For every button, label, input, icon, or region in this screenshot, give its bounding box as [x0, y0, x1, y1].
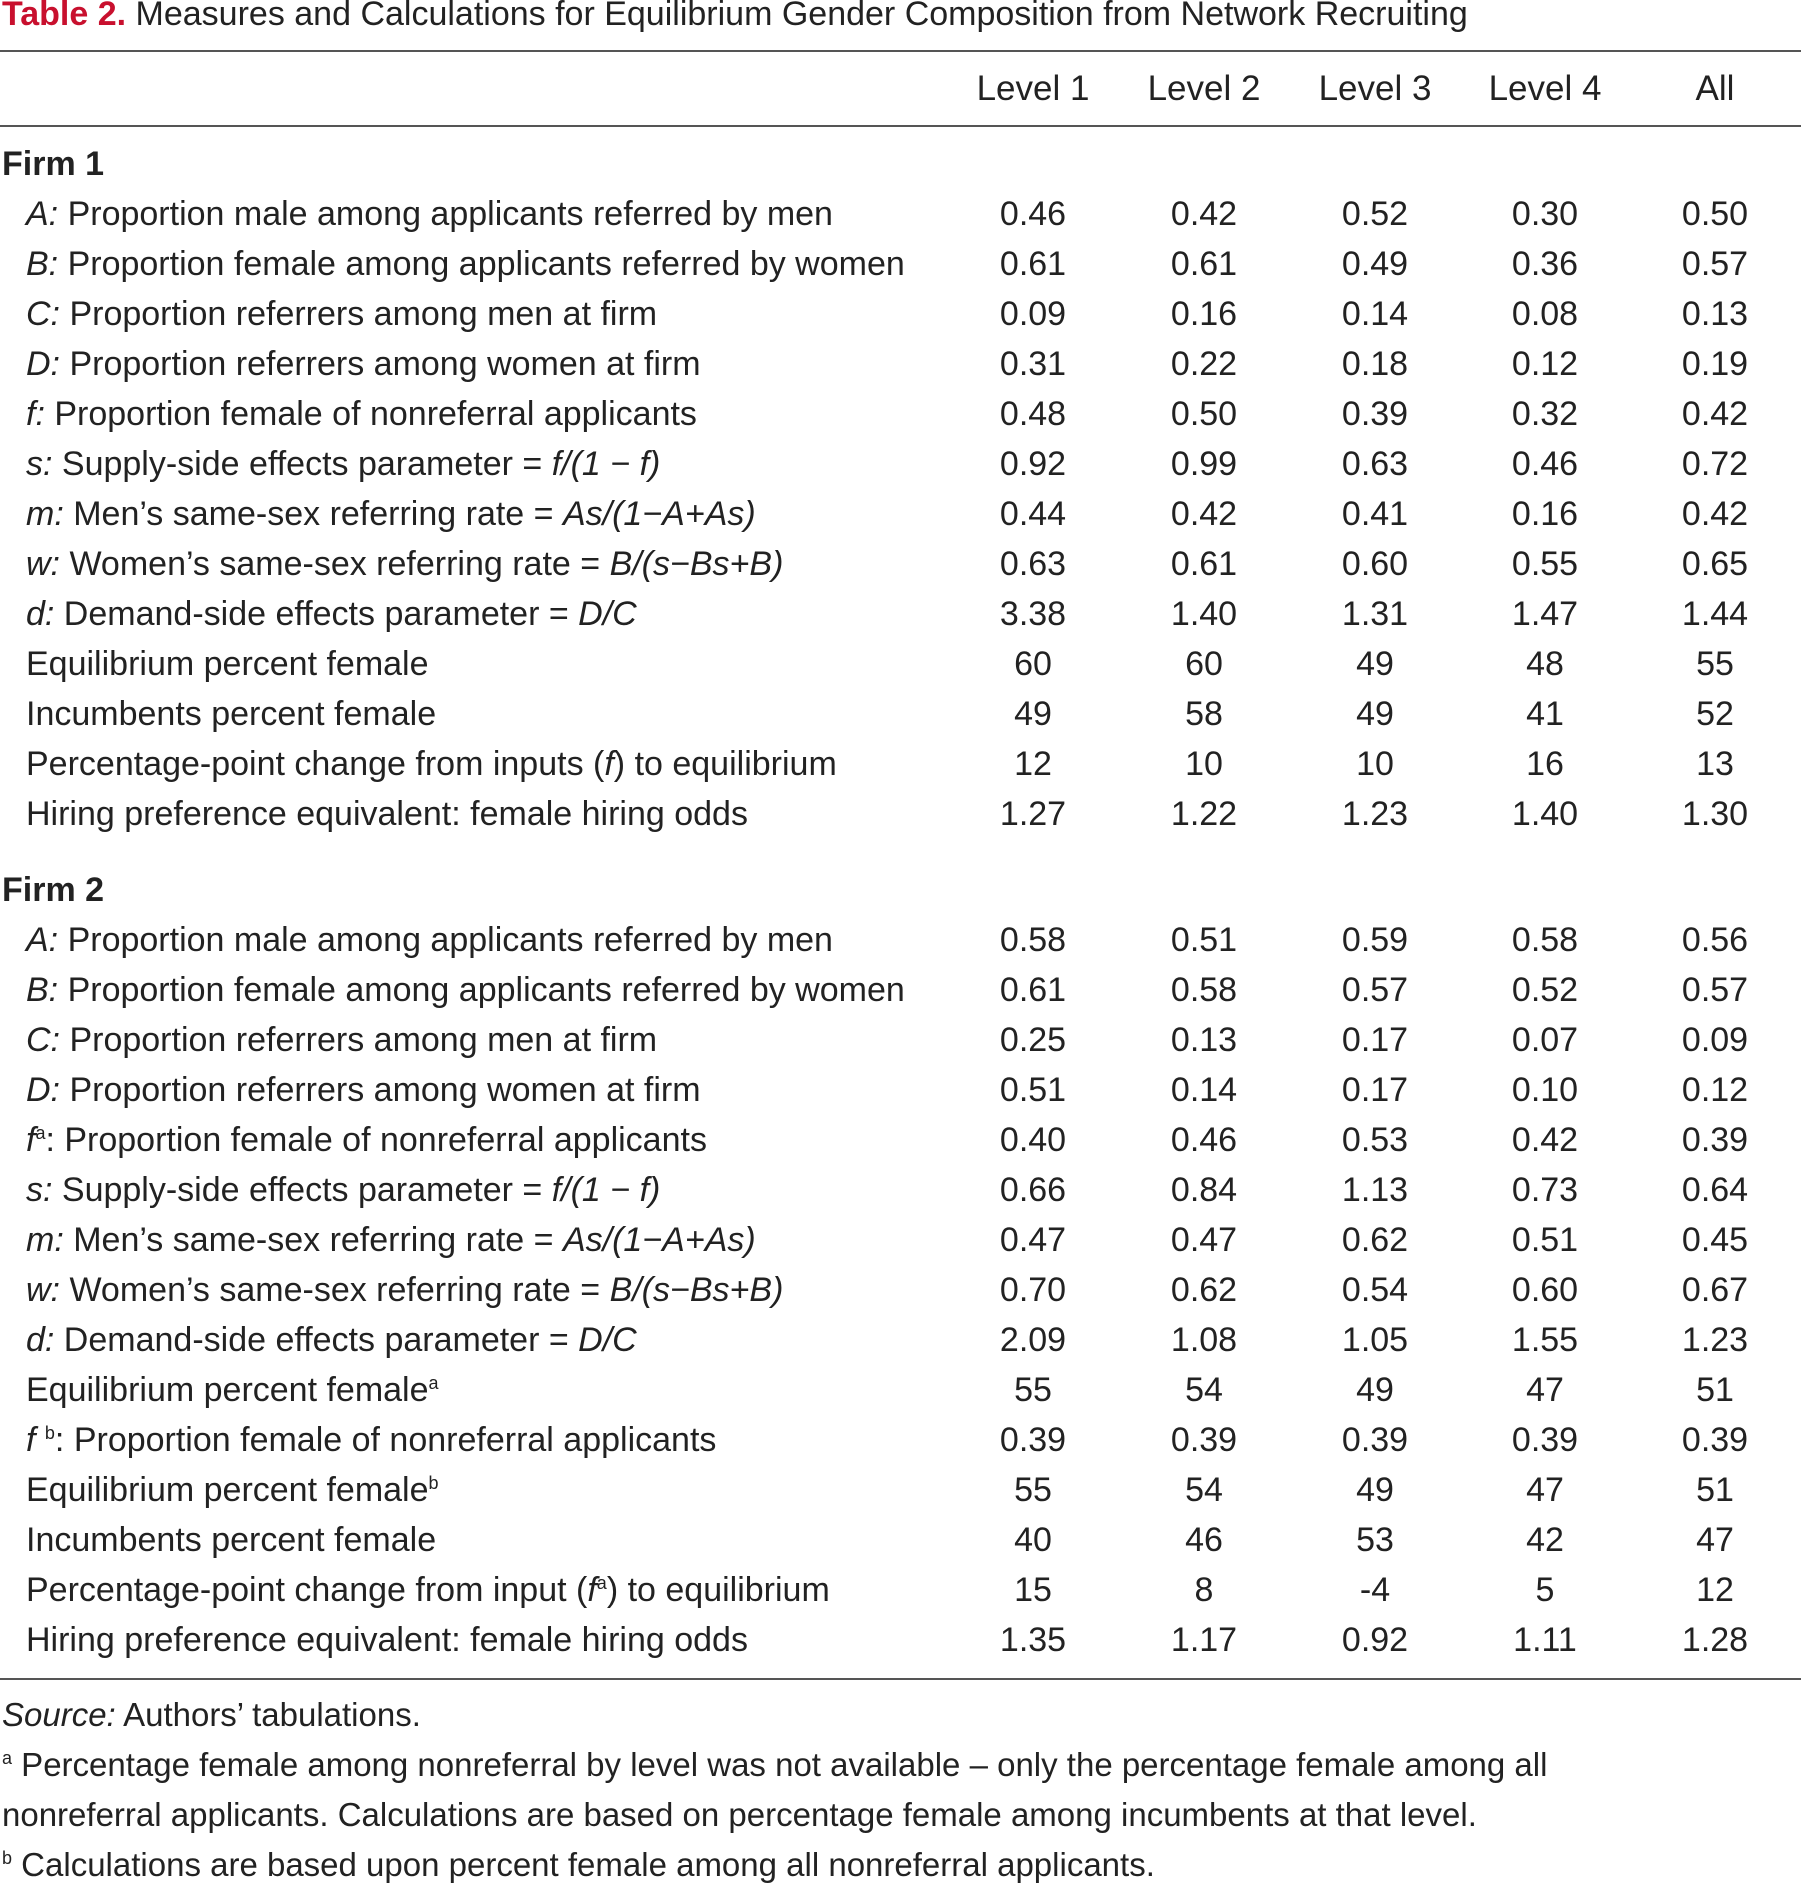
table-row [0, 689, 1801, 739]
table-cell: 1.23 [1341, 795, 1409, 833]
table-cell: 0.60 [1341, 545, 1409, 583]
table-row [0, 489, 1801, 539]
row-label-text: Equilibrium percent female [26, 1371, 429, 1409]
row-label [26, 1415, 716, 1465]
table-row [0, 389, 1801, 439]
table-cell: 0.39 [1511, 1421, 1579, 1459]
variable-symbol: f [587, 1571, 597, 1609]
column-header: Level 2 [1147, 69, 1261, 108]
footnote-a-mark: a [2, 1748, 13, 1768]
row-label [26, 189, 833, 239]
table-cell: 0.45 [1681, 1221, 1749, 1259]
table-cell: 0.48 [999, 395, 1067, 433]
variable-symbol: D: [26, 345, 60, 383]
formula: D/C [578, 595, 637, 633]
table-cell: 58 [1185, 695, 1223, 733]
table-cell: 49 [1356, 695, 1394, 733]
table-cell: 0.52 [1511, 971, 1579, 1009]
table-cell: 0.17 [1341, 1021, 1409, 1059]
table-cell: 0.61 [1170, 245, 1238, 283]
variable-symbol: f [26, 1121, 36, 1159]
table-cell: 0.55 [1511, 545, 1579, 583]
row-label-text: Hiring preference equivalent: female hiring odds [26, 795, 748, 833]
table-cell: 0.25 [999, 1021, 1067, 1059]
table-cell: 0.49 [1341, 245, 1409, 283]
variable-symbol: m: [26, 495, 64, 533]
table-cell: 0.30 [1511, 195, 1579, 233]
table-row [0, 965, 1801, 1015]
variable-symbol: f: [26, 395, 45, 433]
row-label-text: ) to equilibrium [606, 1571, 830, 1609]
table-cell: 0.61 [999, 245, 1067, 283]
table-cell: 0.44 [999, 495, 1067, 533]
row-label [26, 1615, 748, 1665]
table-cell: 0.19 [1681, 345, 1749, 383]
table-cell: 0.46 [1511, 445, 1579, 483]
row-label [26, 915, 833, 965]
row-label-text: Proportion referrers among women at firm [60, 1071, 701, 1109]
footnote-marker: a [596, 1573, 607, 1593]
table-cell: 15 [1014, 1571, 1052, 1609]
table-cell: 0.67 [1681, 1271, 1749, 1309]
table-cell: 1.40 [1511, 795, 1579, 833]
table-row [0, 239, 1801, 289]
table-cell: 0.51 [1170, 921, 1238, 959]
source-note [2, 1690, 421, 1740]
table-cell: 0.62 [1341, 1221, 1409, 1259]
table-cell: 0.50 [1170, 395, 1238, 433]
table-cell: 0.60 [1511, 1271, 1579, 1309]
table-cell: 0.07 [1511, 1021, 1579, 1059]
table-cell: 1.23 [1681, 1321, 1749, 1359]
table-cell: 16 [1526, 745, 1564, 783]
table-cell: 1.22 [1170, 795, 1238, 833]
table-cell: 0.92 [1341, 1621, 1409, 1659]
firm-1-heading: Firm 1 [2, 145, 105, 183]
row-label [26, 389, 697, 439]
variable-symbol: d: [26, 1321, 55, 1359]
table-row [0, 589, 1801, 639]
footnote-a-line1: Percentage female among nonreferral by level was not available – only the percentage female among all [12, 1746, 1548, 1783]
row-label [26, 965, 905, 1015]
row-label-text: Percentage-point change from inputs ( [26, 745, 605, 783]
table-cell: 0.12 [1511, 345, 1579, 383]
table-row [0, 1515, 1801, 1565]
row-label-text: Women’s same-sex referring rate = [60, 1271, 610, 1309]
table-cell: 1.40 [1170, 595, 1238, 633]
row-label [26, 439, 660, 489]
table-cell: 0.57 [1681, 971, 1749, 1009]
row-label [26, 1315, 637, 1365]
table-cell: 0.39 [999, 1421, 1067, 1459]
table-row [0, 1565, 1801, 1615]
row-label [26, 1265, 783, 1315]
table-number: Table 2. [2, 0, 127, 33]
table-cell: 0.52 [1341, 195, 1409, 233]
source-label: Source: [2, 1696, 116, 1733]
table-cell: 0.50 [1681, 195, 1749, 233]
variable-symbol: D: [26, 1071, 60, 1109]
row-label [26, 689, 436, 739]
table-cell: 0.40 [999, 1121, 1067, 1159]
table-row [0, 1465, 1801, 1515]
table-row [0, 739, 1801, 789]
table-cell: 55 [1014, 1371, 1052, 1409]
row-label [26, 539, 783, 589]
table-row [0, 1365, 1801, 1415]
formula: D/C [578, 1321, 637, 1359]
row-label [26, 1465, 439, 1515]
table-cell: 0.42 [1681, 495, 1749, 533]
table-cell: 12 [1014, 745, 1052, 783]
table-cell: 0.61 [1170, 545, 1238, 583]
column-header: All [1695, 69, 1735, 108]
table-cell: 0.08 [1511, 295, 1579, 333]
column-header-row [0, 64, 1801, 114]
variable-symbol: A: [26, 921, 59, 959]
row-label-text: Demand-side effects parameter = [54, 1321, 579, 1359]
table-cell: 0.14 [1341, 295, 1409, 333]
row-label [26, 1565, 830, 1615]
variable-symbol: w: [26, 1271, 60, 1309]
table-row [0, 439, 1801, 489]
row-label [26, 239, 905, 289]
table-cell: 0.18 [1341, 345, 1409, 383]
table-row [0, 1015, 1801, 1065]
table-cell: 0.39 [1681, 1421, 1749, 1459]
row-label [26, 589, 637, 639]
table-cell: 1.17 [1170, 1621, 1238, 1659]
table-cell: 60 [1014, 645, 1052, 683]
variable-symbol: C: [26, 295, 60, 333]
table-cell: 1.55 [1511, 1321, 1579, 1359]
table-cell: 0.14 [1170, 1071, 1238, 1109]
column-header: Level 4 [1488, 69, 1602, 108]
table-row [0, 1215, 1801, 1265]
row-label-text: Proportion referrers among women at firm [60, 345, 701, 383]
table-row [0, 1615, 1801, 1665]
table-cell: 48 [1526, 645, 1564, 683]
footnote-a-continued: nonreferral applicants. Calculations are based on percentage female among incumbents at that level. [2, 1796, 1477, 1833]
table-cell: 47 [1526, 1371, 1564, 1409]
table-cell: 0.51 [999, 1071, 1067, 1109]
row-label-text: : Proportion female of nonreferral applicants [45, 1121, 707, 1159]
firm-2-heading: Firm 2 [2, 871, 105, 909]
row-label-text: Proportion female of nonreferral applicants [44, 395, 697, 433]
row-label-text: Proportion male among applicants referred by men [58, 921, 833, 959]
table-cell: 0.42 [1170, 495, 1238, 533]
table-cell: 0.51 [1511, 1221, 1579, 1259]
table-row [0, 1065, 1801, 1115]
table-cell: 1.05 [1341, 1321, 1409, 1359]
table-cell: 42 [1526, 1521, 1564, 1559]
table-cell: 1.30 [1681, 795, 1749, 833]
table-cell: 0.22 [1170, 345, 1238, 383]
table-cell: 0.46 [999, 195, 1067, 233]
table-cell: 0.58 [1511, 921, 1579, 959]
table-cell: 5 [1535, 1571, 1555, 1609]
table-cell: 0.42 [1681, 395, 1749, 433]
footnote-marker: b [44, 1423, 55, 1443]
table-cell: 1.08 [1170, 1321, 1238, 1359]
table-row [0, 339, 1801, 389]
variable-symbol: d: [26, 595, 55, 633]
variable-symbol: f [604, 745, 614, 783]
table-cell: 0.39 [1170, 1421, 1238, 1459]
row-label-text: Equilibrium percent female [26, 645, 429, 683]
table-cell: 0.13 [1170, 1021, 1238, 1059]
table-row [0, 189, 1801, 239]
row-label-text: Proportion referrers among men at firm [60, 295, 658, 333]
table-cell: 0.66 [999, 1171, 1067, 1209]
table-cell: 0.10 [1511, 1071, 1579, 1109]
table-cell: 1.31 [1341, 595, 1409, 633]
table-cell: 0.99 [1170, 445, 1238, 483]
source-text: Authors’ tabulations. [115, 1696, 421, 1733]
table-cell: 49 [1356, 1471, 1394, 1509]
row-label-text: Proportion referrers among men at firm [60, 1021, 658, 1059]
footnote-marker: a [35, 1123, 46, 1143]
table-cell: -4 [1359, 1571, 1391, 1609]
row-label [26, 1215, 756, 1265]
row-label-text: : Proportion female of nonreferral applicants [54, 1421, 717, 1459]
table-cell: 1.27 [999, 795, 1067, 833]
row-label-text: Percentage-point change from input ( [26, 1571, 588, 1609]
table-cell: 53 [1356, 1521, 1394, 1559]
table-cell: 1.11 [1513, 1621, 1577, 1659]
footnote-marker: a [428, 1373, 439, 1393]
table-cell: 0.73 [1511, 1171, 1579, 1209]
table-title-text: Measures and Calculations for Equilibrium Gender Composition from Network Recruiting [126, 0, 1468, 33]
variable-symbol: s: [26, 445, 53, 483]
table-cell: 51 [1696, 1371, 1734, 1409]
table-cell: 0.72 [1681, 445, 1749, 483]
table-cell: 0.61 [999, 971, 1067, 1009]
table-cell: 51 [1696, 1471, 1734, 1509]
table-cell: 0.63 [999, 545, 1067, 583]
table-row [0, 1165, 1801, 1215]
table-cell: 0.54 [1341, 1271, 1409, 1309]
table-cell: 0.58 [1170, 971, 1238, 1009]
table-cell: 55 [1014, 1471, 1052, 1509]
table-cell: 0.39 [1341, 1421, 1409, 1459]
row-label-text: Women’s same-sex referring rate = [60, 545, 610, 583]
variable-symbol: B: [26, 971, 59, 1009]
table-cell: 0.39 [1681, 1121, 1749, 1159]
table-cell: 0.70 [999, 1271, 1067, 1309]
table-cell: 0.63 [1341, 445, 1409, 483]
table-cell: 0.46 [1170, 1121, 1238, 1159]
row-label [26, 1365, 439, 1415]
table-row [0, 1115, 1801, 1165]
table-cell: 55 [1696, 645, 1734, 683]
row-label-text: Demand-side effects parameter = [54, 595, 579, 633]
variable-symbol: s: [26, 1171, 53, 1209]
table-cell: 0.42 [1511, 1121, 1579, 1159]
row-label [26, 1115, 707, 1165]
table-row [0, 289, 1801, 339]
footnote-b-text: Calculations are based upon percent female among all nonreferral applicants. [12, 1846, 1155, 1883]
table-cell: 0.39 [1341, 395, 1409, 433]
row-label [26, 339, 701, 389]
table-cell: 12 [1696, 1571, 1734, 1609]
formula: As/(1−A+As) [562, 1221, 756, 1259]
formula: f/(1 − f) [551, 445, 661, 483]
column-header: Level 1 [976, 69, 1090, 108]
row-label [26, 489, 756, 539]
table-cell: 0.62 [1170, 1271, 1238, 1309]
row-label [26, 789, 748, 839]
table-cell: 0.92 [999, 445, 1067, 483]
formula: B/(s−Bs+B) [609, 545, 784, 583]
footnote-marker: b [428, 1473, 439, 1493]
row-label [26, 1065, 701, 1115]
table-cell: 0.53 [1341, 1121, 1409, 1159]
row-label-text: Hiring preference equivalent: female hiring odds [26, 1621, 748, 1659]
top-rule [0, 50, 1801, 52]
row-label-text: Proportion female among applicants referred by women [58, 245, 905, 283]
table-cell: 2.09 [999, 1321, 1067, 1359]
formula: f/(1 − f) [551, 1171, 661, 1209]
table-cell: 0.13 [1681, 295, 1749, 333]
table-cell: 41 [1526, 695, 1564, 733]
table-cell: 47 [1526, 1471, 1564, 1509]
row-label [26, 1015, 657, 1065]
table-row [0, 789, 1801, 839]
table-row [0, 1415, 1801, 1465]
formula: As/(1−A+As) [562, 495, 756, 533]
table-cell: 0.64 [1681, 1171, 1749, 1209]
table-cell: 0.58 [999, 921, 1067, 959]
variable-symbol: f [26, 1421, 45, 1459]
row-label-text: Equilibrium percent female [26, 1471, 429, 1509]
table-cell: 13 [1696, 745, 1734, 783]
table-cell: 49 [1356, 1371, 1394, 1409]
table-cell: 0.59 [1341, 921, 1409, 959]
row-label [26, 1165, 660, 1215]
footnote-a [2, 1740, 1547, 1790]
table-cell: 0.41 [1341, 495, 1409, 533]
table-cell: 49 [1014, 695, 1052, 733]
row-label-text: Incumbents percent female [26, 695, 437, 733]
table-cell: 0.31 [999, 345, 1067, 383]
table-cell: 0.09 [999, 295, 1067, 333]
table-cell: 8 [1194, 1571, 1214, 1609]
table-row [0, 1265, 1801, 1315]
row-label-text: Proportion male among applicants referred by men [58, 195, 833, 233]
table-cell: 10 [1185, 745, 1223, 783]
footnote-b [2, 1840, 1155, 1890]
row-label [26, 289, 657, 339]
row-label-text: Incumbents percent female [26, 1521, 437, 1559]
table-cell: 0.16 [1511, 495, 1579, 533]
row-label-text: ) to equilibrium [613, 745, 837, 783]
table-cell: 3.38 [999, 595, 1067, 633]
table-cell: 0.16 [1170, 295, 1238, 333]
row-label-text: Men’s same-sex referring rate = [63, 495, 563, 533]
table-cell: 10 [1356, 745, 1394, 783]
table-cell: 46 [1185, 1521, 1223, 1559]
table-cell: 54 [1185, 1371, 1223, 1409]
table-cell: 0.56 [1681, 921, 1749, 959]
table-cell: 40 [1014, 1521, 1052, 1559]
footnote-b-mark: b [2, 1848, 13, 1868]
table-row [0, 1315, 1801, 1365]
variable-symbol: B: [26, 245, 59, 283]
table-cell: 0.57 [1341, 971, 1409, 1009]
table-cell: 54 [1185, 1471, 1223, 1509]
table-cell: 60 [1185, 645, 1223, 683]
row-label-text: Supply-side effects parameter = [52, 445, 552, 483]
table-row [0, 915, 1801, 965]
row-label [26, 1515, 436, 1565]
row-label [26, 739, 837, 789]
table-cell: 1.44 [1681, 595, 1749, 633]
table-cell: 0.65 [1681, 545, 1749, 583]
table-cell: 1.28 [1681, 1621, 1749, 1659]
row-label-text: Men’s same-sex referring rate = [63, 1221, 563, 1259]
table-cell: 1.13 [1341, 1171, 1409, 1209]
variable-symbol: w: [26, 545, 60, 583]
table-cell: 1.35 [999, 1621, 1067, 1659]
table-cell: 0.36 [1511, 245, 1579, 283]
table-cell: 47 [1696, 1521, 1734, 1559]
table-cell: 0.57 [1681, 245, 1749, 283]
table-cell: 0.47 [1170, 1221, 1238, 1259]
table-cell: 0.32 [1511, 395, 1579, 433]
variable-symbol: A: [26, 195, 59, 233]
variable-symbol: C: [26, 1021, 60, 1059]
row-label-text: Proportion female among applicants referred by women [58, 971, 905, 1009]
table-cell: 0.12 [1681, 1071, 1749, 1109]
table-row [0, 539, 1801, 589]
table-title [2, 0, 1468, 34]
table-cell: 52 [1696, 695, 1734, 733]
table-cell: 0.17 [1341, 1071, 1409, 1109]
column-header: Level 3 [1318, 69, 1432, 108]
table-cell: 0.42 [1170, 195, 1238, 233]
table-cell: 49 [1356, 645, 1394, 683]
table-cell: 0.84 [1170, 1171, 1238, 1209]
bottom-rule [0, 1678, 1801, 1680]
header-rule [0, 125, 1801, 127]
formula: B/(s−Bs+B) [609, 1271, 784, 1309]
row-label-text: Supply-side effects parameter = [52, 1171, 552, 1209]
variable-symbol: m: [26, 1221, 64, 1259]
table-cell: 0.47 [999, 1221, 1067, 1259]
row-label [26, 639, 429, 689]
table-cell: 1.47 [1511, 595, 1579, 633]
table-cell: 0.09 [1681, 1021, 1749, 1059]
table-row [0, 639, 1801, 689]
